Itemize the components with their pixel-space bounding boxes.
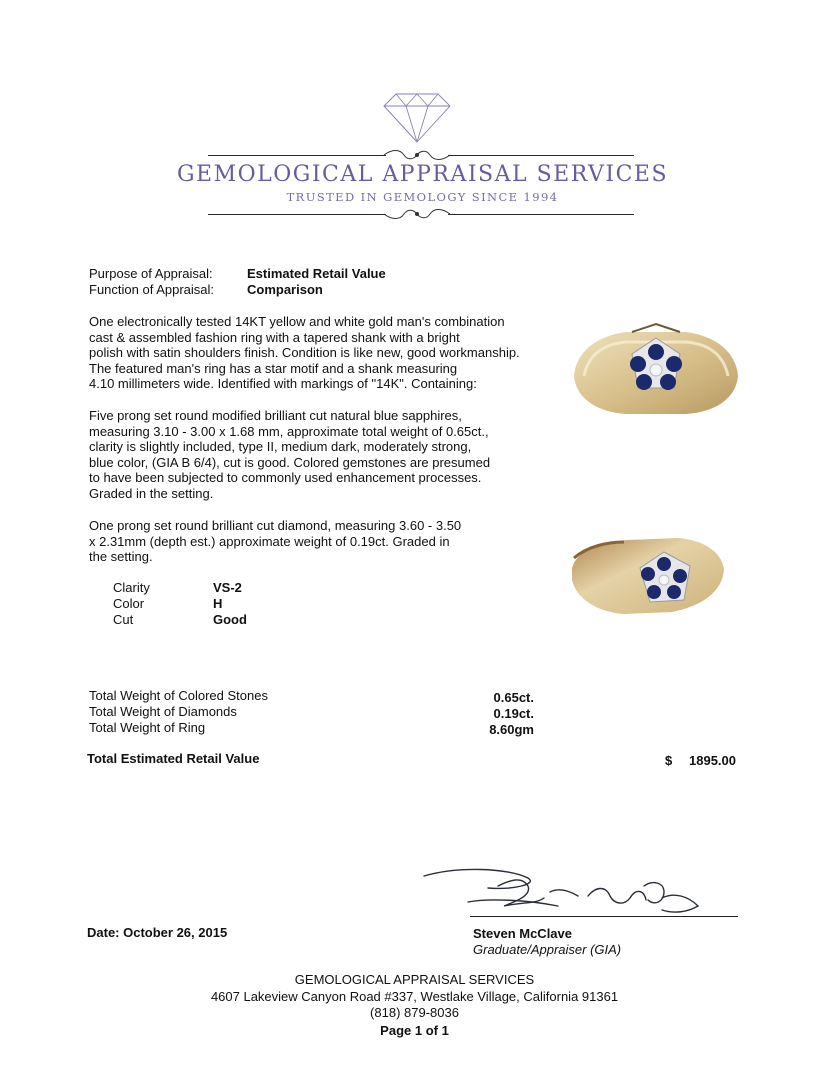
purpose-label: Purpose of Appraisal: — [89, 266, 213, 281]
ring-photo-front — [566, 316, 746, 426]
description-line: polish with satin shoulders finish. Condition is like new, good workmanship. — [89, 345, 520, 361]
diamond-outline-icon — [382, 92, 452, 144]
retail-value: 1895.00 — [689, 753, 736, 768]
brand-tagline: TRUSTED IN GEMOLOGY SINCE 1994 — [286, 190, 559, 204]
cut-value: Good — [213, 612, 247, 627]
diamond-line: One prong set round brilliant cut diamond, measuring 3.60 - 3.50 — [89, 518, 462, 533]
appraisal-date: Date: October 26, 2015 — [87, 925, 228, 940]
total-ring-label: Total Weight of Ring — [89, 720, 206, 735]
total-colored-value: 0.65ct. — [493, 690, 534, 705]
total-diamonds-label: Total Weight of Diamonds — [89, 704, 237, 719]
color-value: H — [213, 596, 223, 611]
scroll-ornament-bottom — [382, 207, 452, 221]
scroll-ornament-top — [382, 148, 452, 162]
header-rule-top-right — [448, 155, 634, 156]
total-colored-label: Total Weight of Colored Stones — [89, 688, 268, 703]
brand-title: GEMOLOGICAL APPRAISAL SERVICES — [176, 162, 669, 187]
sapphire-line: blue color, (GIA B 6/4), cut is good. Colored gemstones are presumed — [89, 454, 491, 470]
appraiser-title: Graduate/Appraiser (GIA) — [473, 942, 622, 957]
purpose-value: Estimated Retail Value — [247, 266, 386, 281]
sapphire-line: clarity is slightly included, type II, medium dark, moderately strong, — [89, 439, 472, 455]
header-rule-top-left — [208, 155, 386, 156]
description-line: cast & assembled fashion ring with a tapered shank with a bright — [89, 329, 460, 345]
clarity-label: Clarity — [113, 580, 150, 595]
sapphire-line: Five prong set round modified brilliant cut natural blue sapphires, — [89, 408, 462, 423]
appraiser-name: Steven McClave — [473, 926, 572, 941]
clarity-value: VS-2 — [213, 580, 242, 595]
retail-value-label: Total Estimated Retail Value — [87, 751, 260, 766]
footer-phone: (818) 879-8036 — [370, 1005, 459, 1020]
description-line: 4.10 millimeters wide. Identified with markings of "14K". Containing: — [89, 376, 477, 392]
diamond-line: x 2.31mm (depth est.) approximate weight of 0.19ct. Graded in — [89, 533, 450, 549]
ring-photo-side — [568, 528, 728, 628]
total-ring-value: 8.60gm — [489, 722, 534, 737]
currency-symbol: $ — [665, 753, 673, 768]
header-rule-bottom-left — [208, 214, 386, 215]
description-line: One electronically tested 14KT yellow and white gold man's combination — [89, 314, 505, 329]
ring-description — [89, 314, 549, 392]
footer-company: GEMOLOGICAL APPRAISAL SERVICES — [294, 972, 535, 987]
description-line: The featured man's ring has a star motif and a shank measuring — [89, 360, 458, 376]
sapphire-description — [89, 408, 549, 502]
signature-line — [470, 916, 738, 917]
color-label: Color — [113, 596, 145, 611]
cut-label: Cut — [113, 612, 134, 627]
diamond-description — [89, 518, 549, 565]
diamond-line: the setting. — [89, 549, 153, 565]
page-number: Page 1 of 1 — [380, 1023, 449, 1038]
function-label: Function of Appraisal: — [89, 282, 215, 297]
footer-address: 4607 Lakeview Canyon Road #337, Westlake Village, California 91361 — [210, 989, 619, 1004]
signature-scribble — [418, 862, 738, 922]
header-rule-bottom-right — [448, 214, 634, 215]
function-value: Comparison — [247, 282, 323, 297]
sapphire-line: Graded in the setting. — [89, 485, 214, 501]
sapphire-line: to have been subjected to commonly used enhancement processes. — [89, 470, 482, 486]
sapphire-line: measuring 3.10 - 3.00 x 1.68 mm, approximate total weight of 0.65ct., — [89, 423, 489, 439]
total-diamonds-value: 0.19ct. — [493, 706, 534, 721]
